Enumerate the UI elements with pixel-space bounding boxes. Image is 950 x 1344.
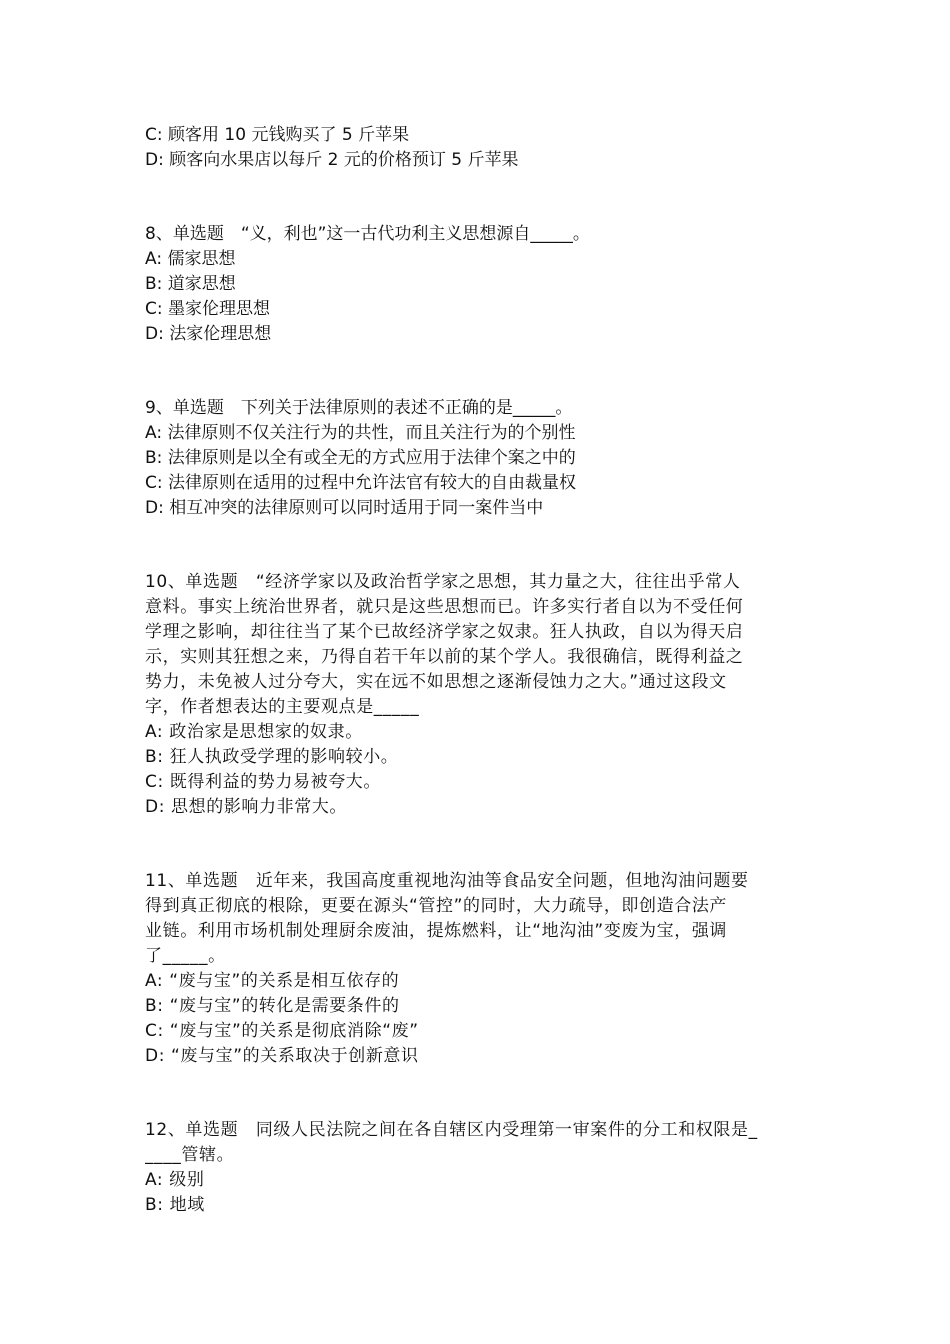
option-b: B: 狂人执政受学理的影响较小。: [145, 747, 399, 767]
question-stem-line: 字，作者想表达的主要观点是_____: [145, 697, 420, 717]
option-a: A: “废与宝”的关系是相互依存的: [145, 971, 400, 991]
question-stem-line: 意料。事实上统治世界者，就只是这些思想而已。许多实行者自以为不受任何: [145, 597, 744, 617]
question-stem-line: ____管辖。: [145, 1145, 235, 1165]
question-12: [145, 1118, 810, 1218]
option-a: A: 儒家思想: [145, 249, 236, 269]
question-stem-line: 业链。利用市场机制处理厨余废油，提炼燃料，让“地沟油”变废为宝，强调: [145, 921, 728, 941]
option-c: C: “废与宝”的关系是彻底消除“废”: [145, 1021, 419, 1041]
option-c: C: 法律原则在适用的过程中允许法官有较大的自由裁量权: [145, 473, 577, 493]
option-a: A: 法律原则不仅关注行为的共性，而且关注行为的个别性: [145, 423, 576, 443]
previous-question-options: [145, 123, 810, 173]
question-8: [145, 222, 810, 347]
question-stem: 8、单选题 “义，利也”这一古代功利主义思想源自_____。: [145, 224, 590, 244]
page-content: [145, 123, 810, 1218]
option-a: A: 政治家是思想家的奴隶。: [145, 722, 363, 742]
option-d: D: 思想的影响力非常大。: [145, 797, 348, 817]
question-stem: 9、单选题 下列关于法律原则的表述不正确的是_____。: [145, 398, 573, 418]
question-stem-line: 势力，未免被人过分夸大，实在远不如思想之逐渐侵蚀力之大。”通过这段文: [145, 672, 727, 692]
question-stem-line: 示，实则其狂想之来，乃得自若干年以前的某个学人。我很确信，既得利益之: [145, 647, 744, 667]
option-line: D: 顾客向水果店以每斤 2 元的价格预订 5 斤苹果: [145, 150, 519, 170]
question-11: [145, 869, 810, 1069]
option-b: B: “废与宝”的转化是需要条件的: [145, 996, 400, 1016]
question-stem-line: 11、单选题 近年来，我国高度重视地沟油等食品安全问题，但地沟油问题要: [145, 871, 749, 891]
question-stem-line: 了_____。: [145, 946, 226, 966]
question-stem-line: 10、单选题 “经济学家以及政治哲学家之思想，其力量之大，往往出乎常人: [145, 572, 741, 592]
option-c: C: 既得利益的势力易被夸大。: [145, 772, 382, 792]
option-b: B: 地域: [145, 1195, 205, 1215]
question-10: [145, 570, 810, 820]
option-d: D: 法家伦理思想: [145, 324, 272, 344]
option-d: D: “废与宝”的关系取决于创新意识: [145, 1046, 419, 1066]
option-line: C: 顾客用 10 元钱购买了 5 斤苹果: [145, 125, 410, 145]
question-stem-line: 得到真正彻底的根除，更要在源头“管控”的同时，大力疏导，即创造合法产: [145, 896, 728, 916]
question-stem-line: 12、单选题 同级人民法院之间在各自辖区内受理第一审案件的分工和权限是_: [145, 1120, 758, 1140]
option-c: C: 墨家伦理思想: [145, 299, 271, 319]
option-a: A: 级别: [145, 1170, 205, 1190]
option-b: B: 法律原则是以全有或全无的方式应用于法律个案之中的: [145, 448, 576, 468]
option-b: B: 道家思想: [145, 274, 236, 294]
option-d: D: 相互冲突的法律原则可以同时适用于同一案件当中: [145, 498, 544, 518]
question-9: [145, 396, 810, 521]
question-stem-line: 学理之影响，却往往当了某个已故经济学家之奴隶。狂人执政，自以为得天启: [145, 622, 744, 642]
